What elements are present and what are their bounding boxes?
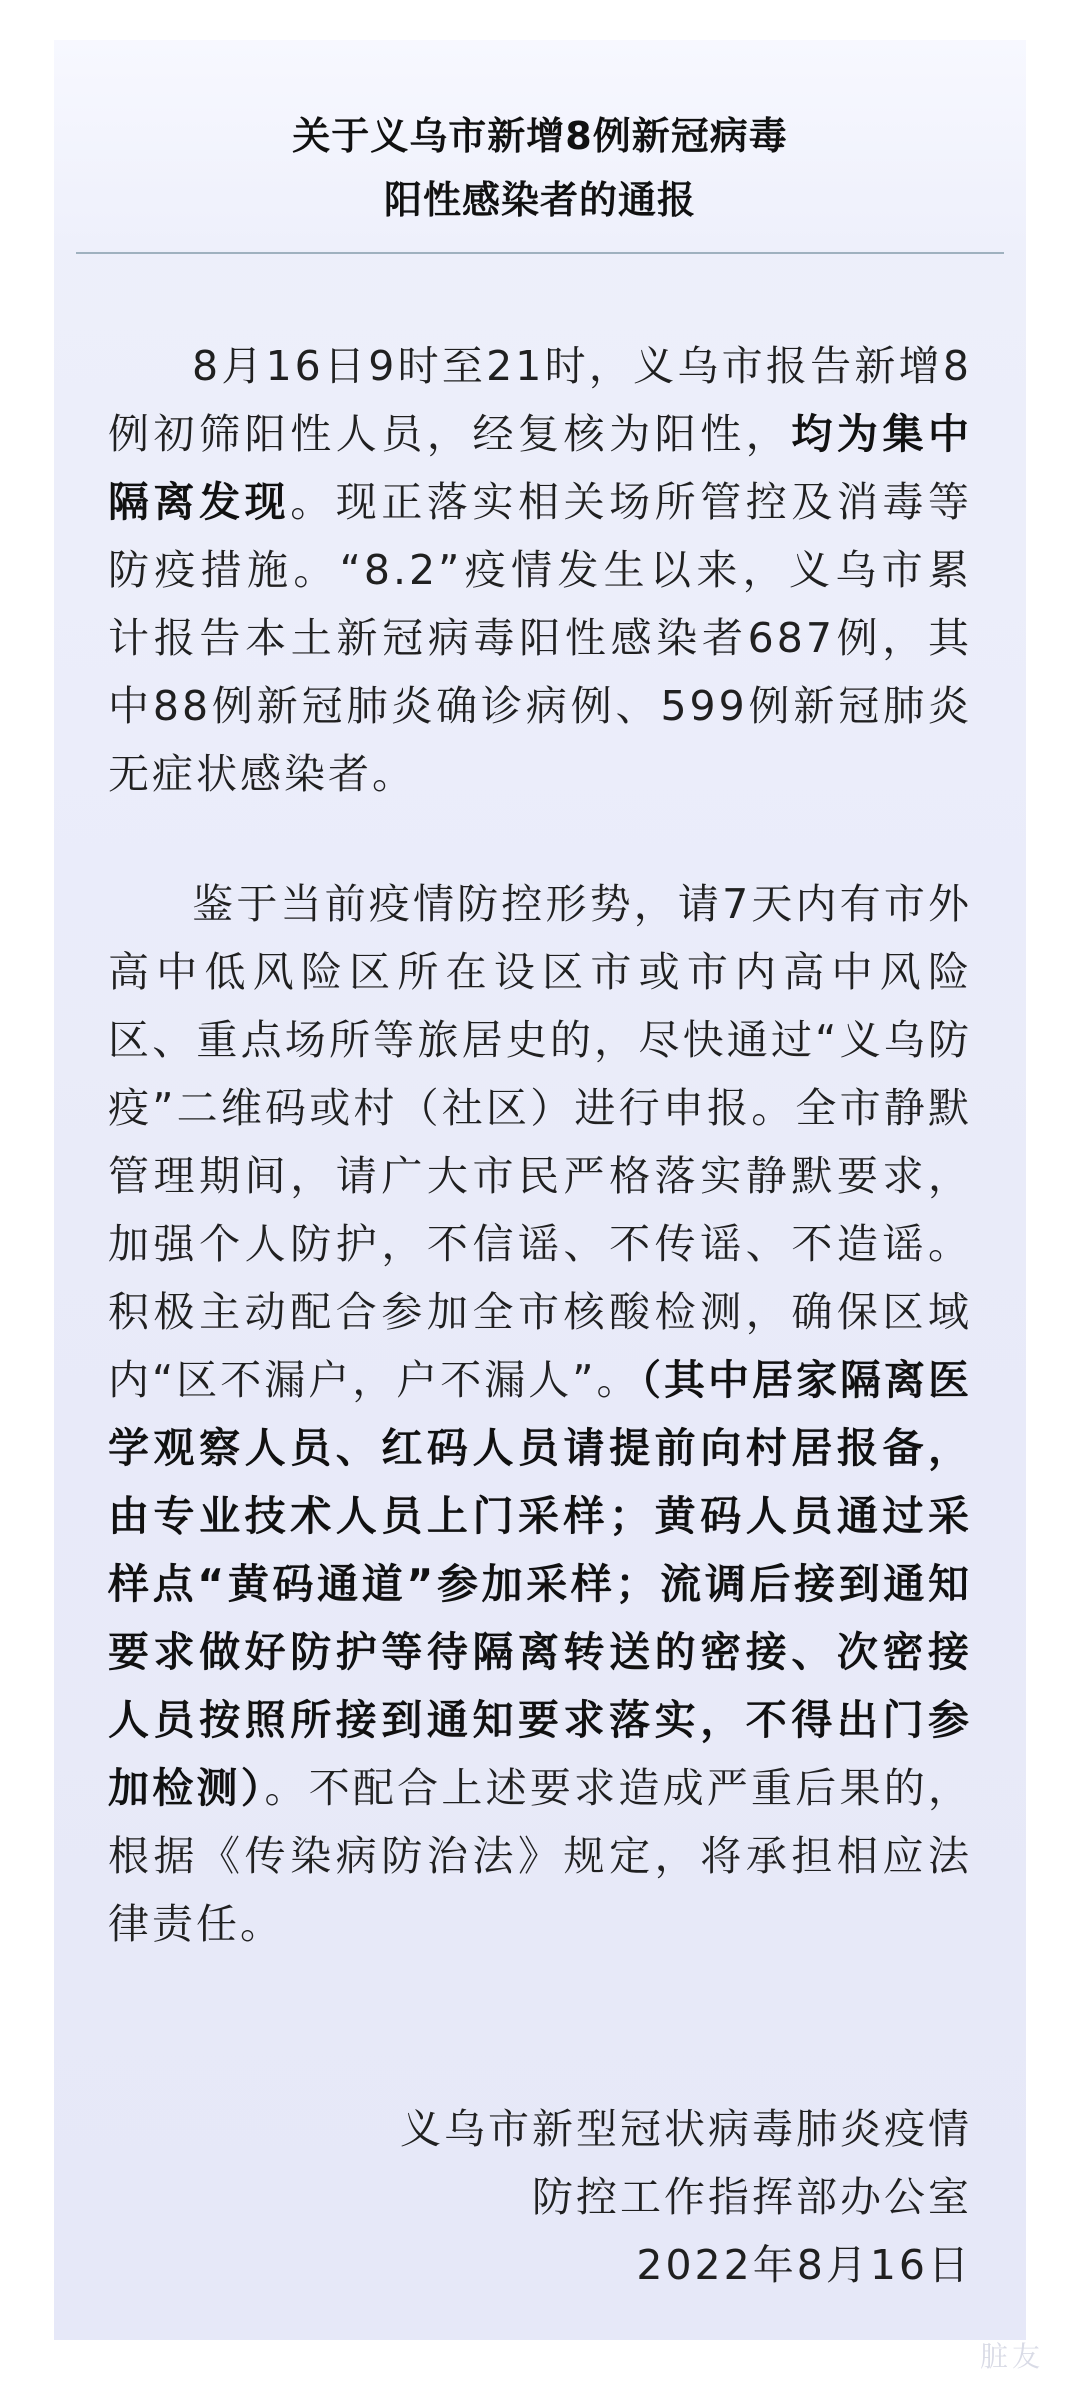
paragraph-2-text-b: 。不配合上述要求造成严重后果的，根据《传染病防治法》规定，将承担相应法律责任。 xyxy=(108,1764,973,1948)
paragraph-1-text-a: 8月16日9时至21时，义乌市报告新增8例初筛阳性人员，经复核为阳性， xyxy=(108,342,972,458)
signature-org-line-1: 义乌市新型冠状病毒肺炎疫情 xyxy=(400,2105,972,2153)
signature-block xyxy=(400,2095,972,2299)
title-block xyxy=(54,40,1026,250)
title-line-2: 阳性感染者的通报 xyxy=(383,178,696,222)
paragraph-2-bold: （其中居家隔离医学观察人员、红码人员请提前向村居报备，由专业技术人员上门采样；黄码人员通过采样点“黄码通道”参加采样；流调后接到通知要求做好防护等待隔离转送的密接、次密接人员按照所接到通知要求落实，不得出门参加检测） xyxy=(108,1356,973,1812)
paragraph-1-text-b: 。现正落实相关场所管控及消毒等防疫措施。“8.2”疫情发生以来，义乌市累计报告本土新冠病毒阳性感染者687例，其中88例新冠肺炎确诊病例、599例新冠肺炎无症状感染者。 xyxy=(108,478,973,798)
signature-org-line-2: 防控工作指挥部办公室 xyxy=(532,2173,972,2221)
signature-date: 2022年8月16日 xyxy=(636,2241,972,2289)
paragraph-2-text-a: 鉴于当前疫情防控形势，请7天内有市外高中低风险区所在设区市或市内高中风险区、重点场所等旅居史的，尽快通过“义乌防疫”二维码或村（社区）进行申报。全市静默管理期间，请广大市民严格落实静默要求，加强个人防护，不信谣、不传谣、不造谣。积极主动配合参加全市核酸检测，确保区域内“区不漏户，户不漏人”。 xyxy=(108,880,972,1404)
watermark: 脏友 xyxy=(979,2340,1044,2373)
title-line-1: 关于义乌市新增8例新冠病毒 xyxy=(292,114,788,158)
paragraph-1-bold: 均为集中隔离发现 xyxy=(108,410,973,526)
title-divider xyxy=(76,252,1004,254)
paragraph-2 xyxy=(108,870,972,1958)
notice-card xyxy=(54,40,1026,2340)
paragraph-1 xyxy=(108,332,972,808)
page-title xyxy=(54,104,1026,232)
